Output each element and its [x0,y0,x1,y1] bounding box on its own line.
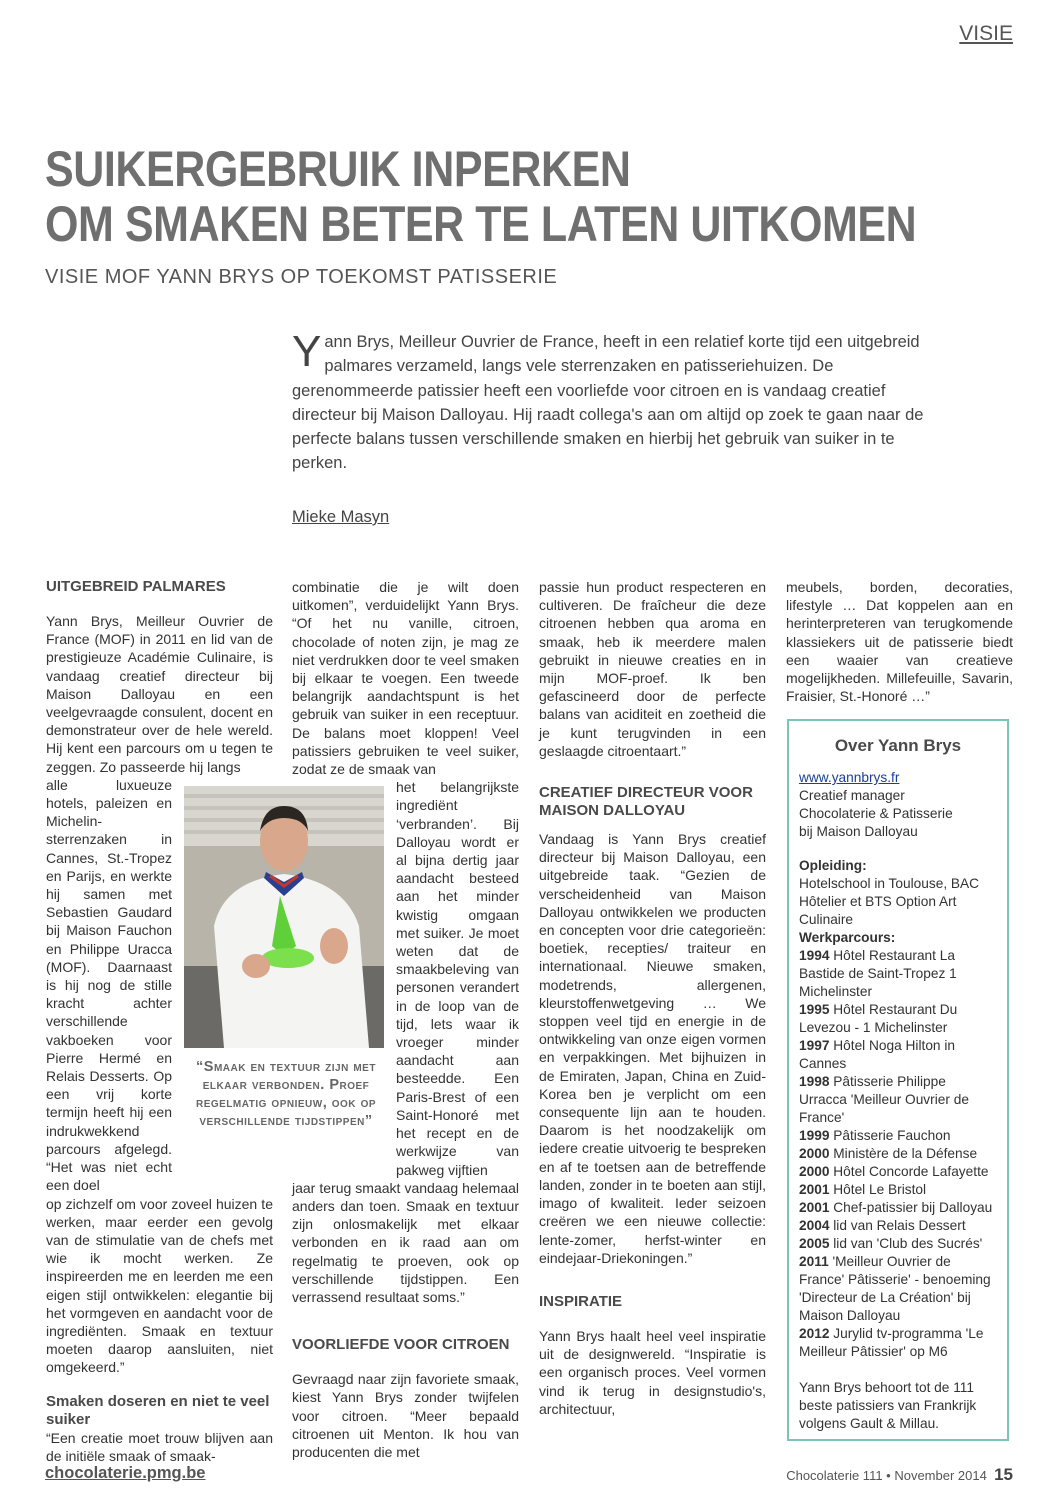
chef-photo [184,786,384,1048]
col3-paragraph-1: passie hun product respecteren en cultiveren. De fraîcheur die deze citroenen hebben qua aroma en smaak, heb ik meerdere malen gebruikt in nieuwe creaties en in mijn MOF-proef. Ik ben gefascineerd door de perfecte balans van aciditeit en zoetheid die je kunt terugvinden in een geslaagde citroentaart.” [539,579,766,759]
website-link[interactable]: www.yannbrys.fr [799,770,900,785]
career-item [799,1001,997,1037]
col3-paragraph-3: Yann Brys haalt heel veel inspiratie uit de designwereld. “Inspiratie is een organisch proces. Veel vormen vind ik terug in designstudio's, architectuur, [539,1327,766,1417]
heading-palmares: UITGEBREID PALMARES [46,578,226,595]
about-box [787,719,1009,1441]
heading-citroen: VOORLIEFDE VOOR CITROEN [292,1336,510,1354]
col2-paragraph-3: Gevraagd naar zijn favoriete smaak, kiest Yann Brys zonder twijfelen voor citroen. “Meer bepaald citroenen uit Menton. Ik hou van producenten die met [292,1371,519,1460]
lead-paragraph [292,327,942,476]
career-year: 2000 [799,1164,830,1179]
heading-creatief-directeur: CREATIEF DIRECTEUR VOOR MAISON DALLOYAU [539,784,753,820]
col3-paragraph-2: Vandaag is Yann Brys creatief directeur bij Maison Dalloyau, een uitgebreide taak. “Gezien de verscheidenheid van Maison Dalloyau ontwikkelen we producten en concepten voor drie categorieën: boetiek, recepties/ traiteur en internationaal. Nieuwe smaken, modetrends, allergenen, kleurstoffenwetgeving … We stoppen veel tijd en energie in de ontwikkeling van onze eigen vormen en verpakkingen. Met bijhuizen in de Emiraten, Japan, China en Zuid-Korea ben je verplicht om een consequente lijn aan te houden. Daarom is het noodzakelijk om iedere creatie uitvoerig te bespreken en af te toetsen aan de betreffende landen, zonder in te boeten aan stijl, imago of kwaliteit. Ieder seizoen creëren we een nieuwe collectie: lente-zomer, herfst-winter en eindejaar-Driekoningen.” [539,831,766,1266]
title-line-2: OM SMAKEN BETER TE LATEN UITKOMEN [45,196,917,252]
col2-paragraph-1: combinatie die je wilt doen uitkomen”, verduidelijkt Yann Brys. “Of het nu vanille, citroen, chocolade of noten zijn, je mag ze niet verdrukken door te veel smaken bij elkaar te voegen. Een tweede belangrijk aandachtspunt is het gebruik van suiker in een receptuur. De balans moet kloppen! Veel patissiers gebruiken te veel suiker, zodat ze de smaak van [292,579,519,778]
career-item [799,1253,997,1325]
about-box-title: Over Yann Brys [834,736,962,755]
issue-label: Chocolaterie 111 • November 2014 [786,1468,987,1483]
col1-paragraph-3: “Een creatie moet trouw blijven aan de initiële smaak of smaak- [46,1429,273,1464]
article-title [45,141,917,252]
career-year: 2001 [799,1182,830,1197]
title-line-1: SUIKERGEBRUIK INPERKEN [45,141,631,197]
footer-website[interactable]: chocolaterie.pmg.be [45,1464,206,1482]
heading-inspiratie: INSPIRATIE [539,1292,623,1310]
career-year: 1998 [799,1074,830,1089]
heading-smaken-doseren: Smaken doseren en niet te veel suiker [46,1392,270,1428]
chef-photo-illustration [184,786,384,1048]
lead-text: ann Brys, Meilleur Ouvrier de France, heeft in een relatief korte tijd een uitgebreid palmares verzameld, langs vele sterrenzaken en patisseriehuizen. De gerenommeerde patissier heeft een voorliefde voor citroen en is vandaag creatief directeur bij Maison Dalloyau. Hij raadt collega's aan om altijd op zoek te gaan naar de perfecte balans tussen verschillende smaken en hierbij het gebruik van suiker in te perken. [292,333,924,473]
career-text: Pâtisserie Fauchon [833,1128,951,1143]
career-text: Ministère de la Défense [833,1146,978,1161]
career-list [799,947,997,1361]
col1-paragraph-1: Yann Brys, Meilleur Ouvrier de France (MOF) in 2011 en lid van de prestigieuze Académie Culinaire, is vandaag creatief directeur bij Maison Dalloyau en een veelgevraagde consulent, docent en demonstrateur over de hele wereld. Hij kent een parcours om u tegen te zeggen. Zo passeerde hij langs [46,613,273,775]
career-text: Hôtel Restaurant La Bastide de Saint-Tropez 1 Michelinster [799,948,957,999]
career-text: Jurylid tv-programma 'Le Meilleur Pâtissier' op M6 [799,1326,984,1359]
drop-cap: Y [292,327,322,376]
col1-paragraph-wrap: alle luxueuze hotels, paleizen en Michelin-sterrenzaken in Cannes, St.-Tropez en Parijs, en werkte hij samen met Sebastien Gaudard bij Maison Fauchon en Philippe Uracca (MOF). Daarnaast is hij nog de stille kracht achter verschillende vakboeken voor Pierre Hermé en Relais Desserts. Op een vrij korte termijn heeft hij een indrukwekkend parcours afgelegd. “Het was niet echt een doel [46,776,172,1194]
career-year: 2005 [799,1236,830,1251]
column-4 [786,578,1013,705]
career-item [799,1163,997,1181]
career-item [799,1217,997,1235]
career-item [799,1127,997,1145]
footer-issue [786,1465,1013,1485]
career-year: 2001 [799,1200,830,1215]
career-label: Werkparcours: [799,930,896,945]
education-text: Hotelschool in Toulouse, BAC Hôtelier et BTS Option Art Culinaire [799,876,980,927]
col2-paragraph-2: jaar terug smaakt vandaag helemaal anders dan toen. Smaak en textuur zijn onlosmakelijk met elkaar verbonden en ik raad aan om regelmatig te proeven, ook op verschillende tijdstippen. Een verrassend resultaat soms.” [292,1179,519,1305]
role-line-2: Chocolaterie & Patisserie [799,806,953,821]
career-year: 2000 [799,1146,830,1161]
career-year: 1995 [799,1002,830,1017]
career-text: Hôtel Concorde Lafayette [833,1164,989,1179]
article-subtitle: VISIE MOF YANN BRYS OP TOEKOMST PATISSERIE [45,266,558,288]
role-line-1: Creatief manager [799,788,905,803]
page-number: 15 [994,1465,1013,1484]
career-text: Hôtel Noga Hilton in Cannes [799,1038,955,1071]
col2-paragraph-wrap: het belangrijkste ingrediënt ‘verbranden’. Bij Dalloyau wordt er al bijna dertig jaar aandacht besteed aan het minder kwistig omgaan met suiker. Je moet weten dat de smaakbeleving van personen verandert in de loop van de tijd, lets waar ik vroeger minder aandacht aan besteedde. Een Paris-Brest of een Saint-Honoré met het recept en de werkwijze van pakweg vijftien [396,779,519,1178]
career-text: Pâtisserie Philippe Urracca 'Meilleur Ouvrier de France' [799,1074,969,1125]
pull-quote: “Smaak en textuur zijn met elkaar verbonden. Proef regelmatig opnieuw, ook op verschillende tijdstippen” [195,1059,377,1129]
education-label: Opleiding: [799,858,867,873]
career-text: 'Meilleur Ouvrier de France' Pâtisserie' - benoeming 'Directeur de La Création' bij Maison Dalloyau [799,1254,991,1323]
career-year: 2011 [799,1254,829,1269]
career-item [799,1235,997,1253]
career-year: 1999 [799,1128,830,1143]
career-text: Chef-patissier bij Dalloyau [833,1200,993,1215]
career-text: Hôtel Le Bristol [833,1182,927,1197]
career-text: lid van 'Club des Sucrés' [833,1236,983,1251]
col4-paragraph-1: meubels, borden, decoraties, lifestyle … Dat koppelen aan en herinterpreteren van terugkomende klassiekers uit de patisserie biedt een waaier van creatieve mogelijkheden. Millefeuille, Savarin, Fraisier, St.-Honoré …” [786,579,1013,705]
career-item [799,1073,997,1127]
career-year: 2004 [799,1218,830,1233]
career-item [799,1199,997,1217]
column-3 [539,578,766,1418]
career-item [799,947,997,1001]
closing-text: Yann Brys behoort tot de 111 beste patissiers van Frankrijk volgens Gault & Millau. [799,1380,977,1431]
career-text: Hôtel Restaurant Du Levezou - 1 Michelinster [799,1002,958,1035]
career-year: 1997 [799,1038,830,1053]
career-year: 1994 [799,948,830,963]
career-text: lid van Relais Dessert [833,1218,966,1233]
author-byline: Mieke Masyn [292,508,390,526]
career-item [799,1037,997,1073]
role-line-3: bij Maison Dalloyau [799,824,918,839]
career-item [799,1145,997,1163]
career-item [799,1325,997,1361]
section-tag: VISIE [959,22,1013,45]
col1-paragraph-2: op zichzelf om voor zoveel huizen te werken, maar eerder een gevolg van de stimulatie van de chefs met wie ik mocht werken. Ze inspireerden me en leerden me een eigen stijl ontwikkelen: elegantie bij het vormgeven en aandacht voor de ingrediënten. Smaak en textuur moeten daarop aansluiten, niet omgekeerd.” [46,1195,273,1376]
career-item [799,1181,997,1199]
career-year: 2012 [799,1326,830,1341]
